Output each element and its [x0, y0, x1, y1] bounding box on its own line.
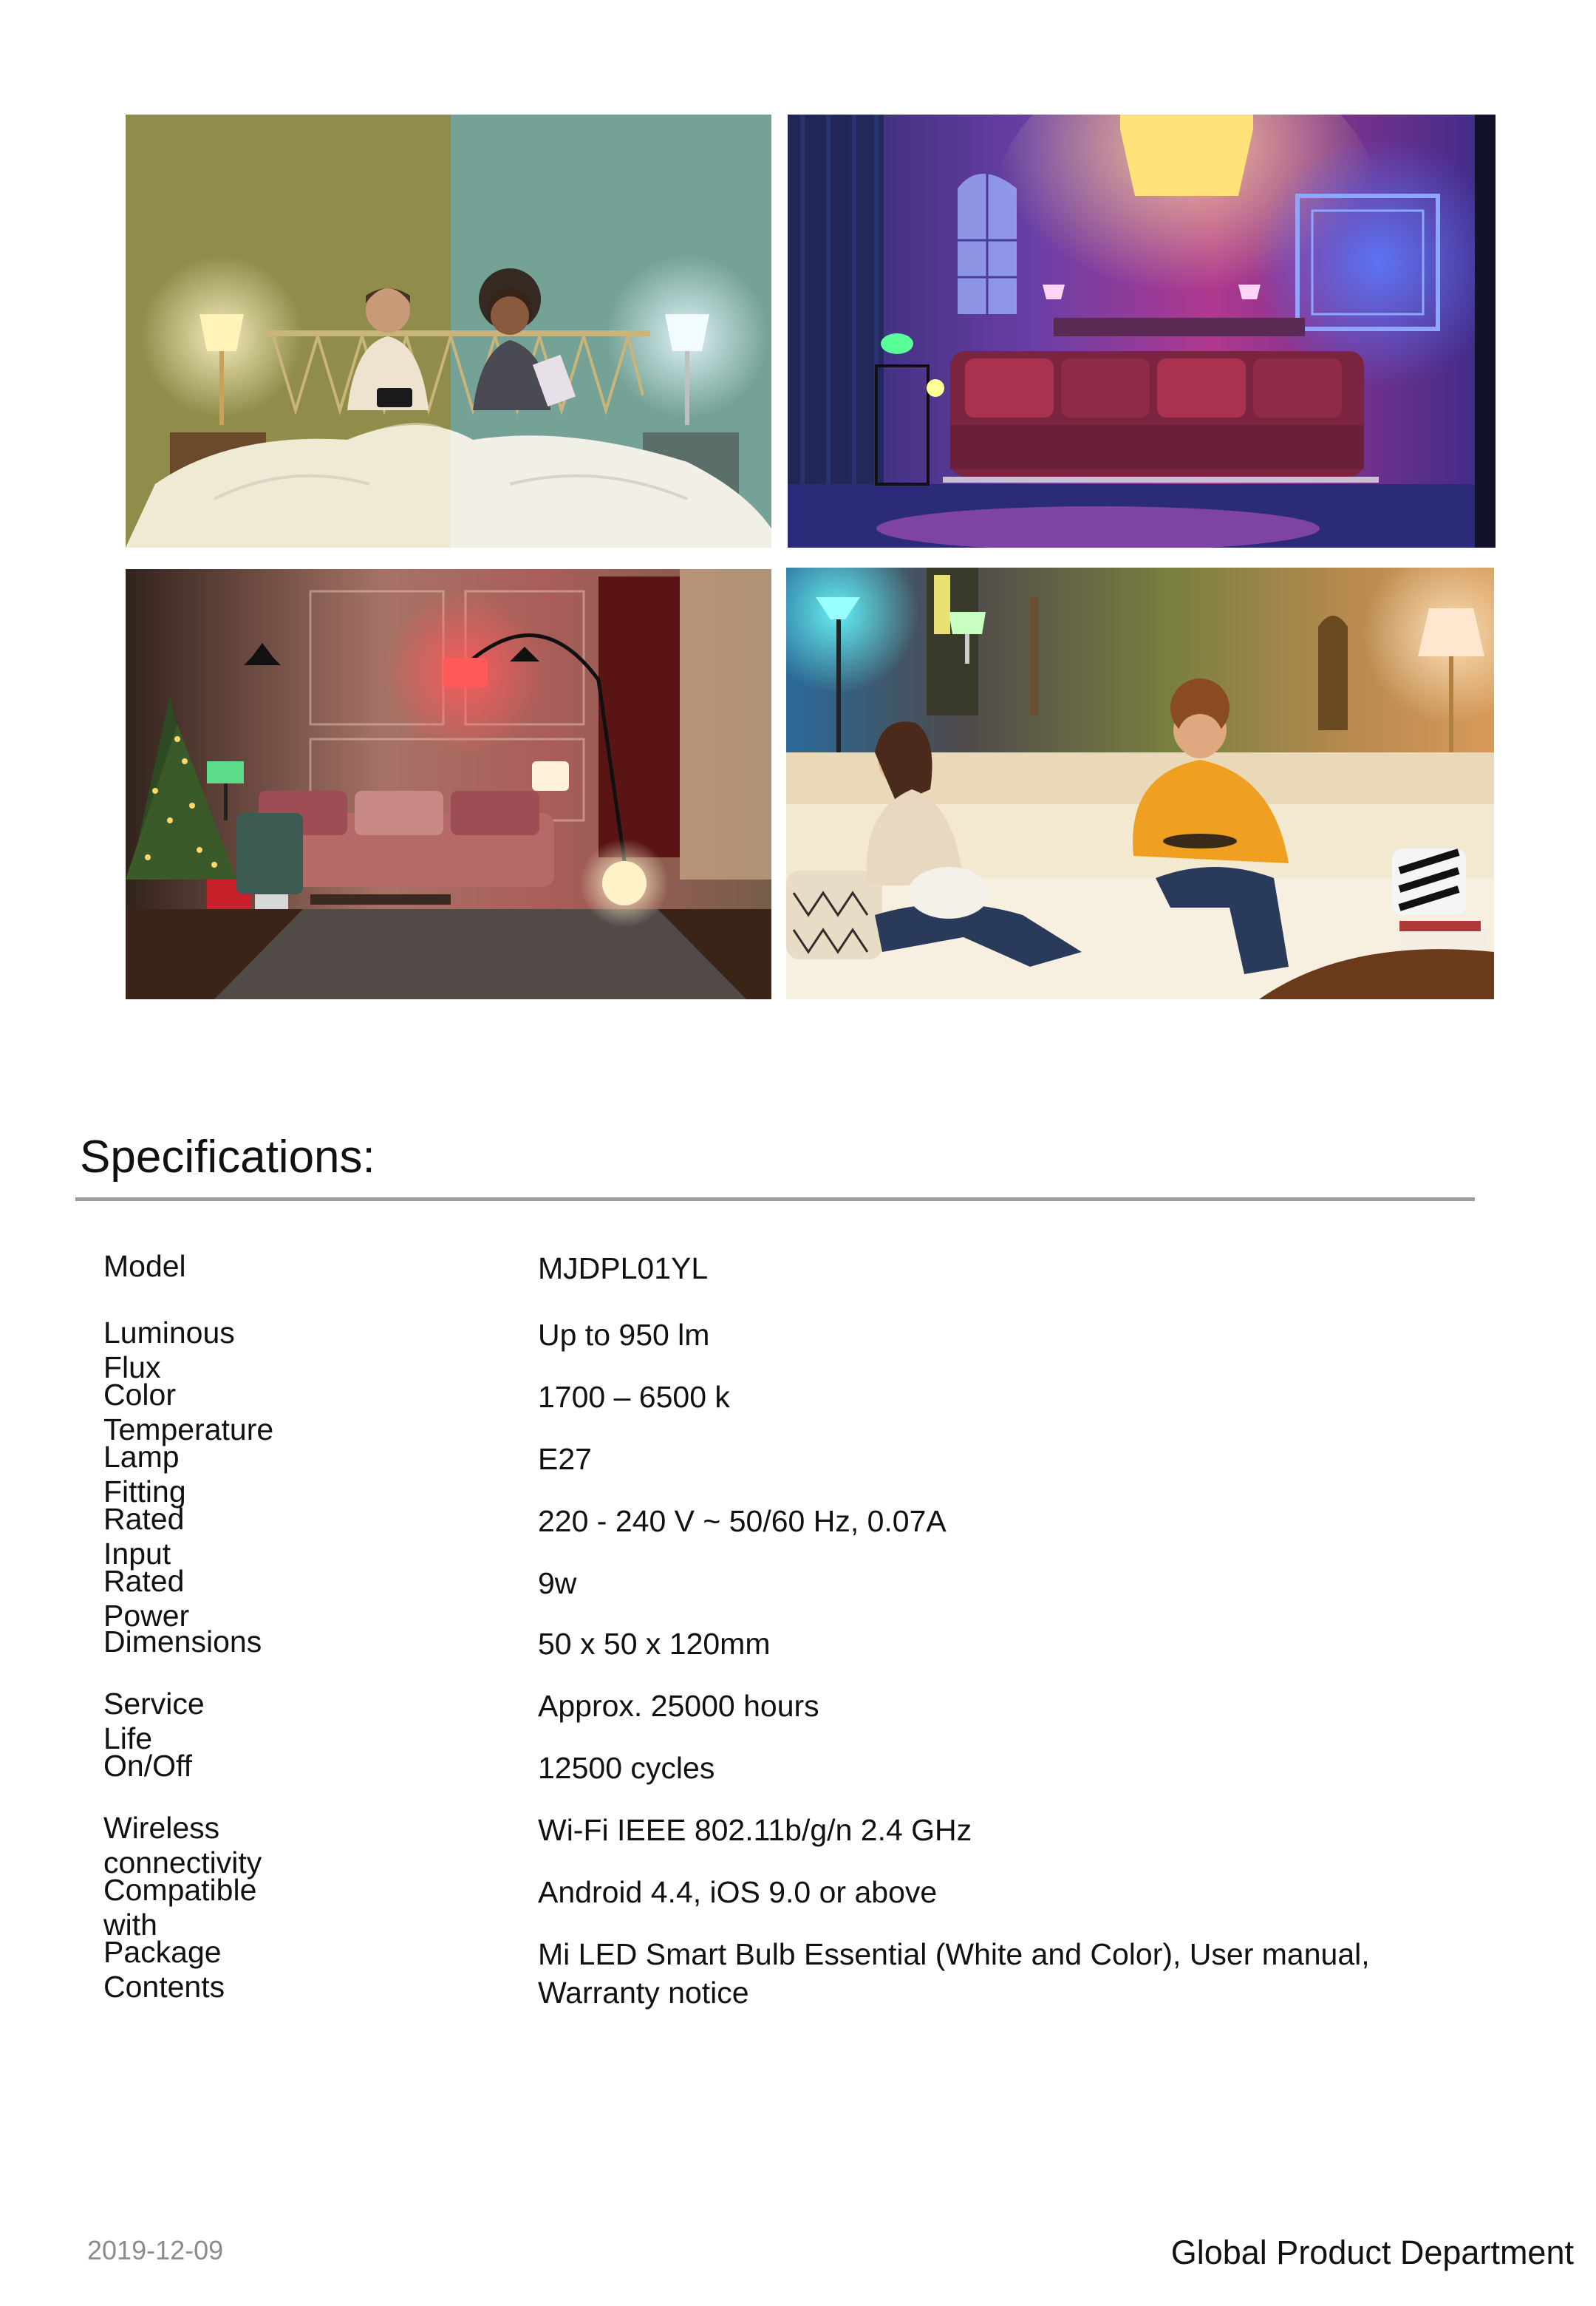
living-room-sofa-scene-image	[788, 115, 1496, 548]
bedroom-scene-image	[126, 115, 771, 548]
spec-value: Android 4.4, iOS 9.0 or above	[538, 1875, 938, 1909]
spec-label: On/Off	[103, 1749, 193, 1783]
spec-value: 220 - 240 V ~ 50/60 Hz, 0.07A	[538, 1504, 947, 1538]
christmas-living-room-scene-image	[126, 569, 771, 999]
spec-label: Dimensions	[103, 1625, 262, 1659]
spec-value: Mi LED Smart Bulb Essential (White and Color), User manual, Warranty notice	[538, 1937, 1370, 2010]
spec-value: 12500 cycles	[538, 1751, 715, 1785]
spec-value: Approx. 25000 hours	[538, 1689, 819, 1723]
spec-label: Luminous Flux	[103, 1316, 235, 1384]
spec-value: 9w	[538, 1566, 577, 1600]
footer-date: 2019-12-09	[87, 2235, 224, 2265]
spec-value: 1700 – 6500 k	[538, 1380, 730, 1414]
spec-value: Wi-Fi IEEE 802.11b/g/n 2.4 GHz	[538, 1813, 972, 1847]
heading-divider	[75, 1197, 1475, 1201]
spec-label: Model	[103, 1249, 186, 1283]
specifications-heading: Specifications:	[80, 1132, 375, 1183]
spec-value: E27	[538, 1442, 592, 1476]
spec-label: Lamp Fitting	[103, 1440, 186, 1509]
spec-label: Rated Input	[103, 1502, 185, 1571]
spec-label: Color Temperature	[103, 1378, 274, 1446]
spec-value: 50 x 50 x 120mm	[538, 1627, 771, 1661]
spec-label: Rated Power	[103, 1564, 190, 1633]
footer-department: Global Product Department	[1170, 2234, 1574, 2271]
spec-value: MJDPL01YL	[538, 1251, 709, 1285]
spec-label: Compatible with	[103, 1873, 257, 1942]
spec-label: Package Contents	[103, 1935, 225, 2004]
couple-on-sofa-scene-image	[786, 568, 1494, 999]
spec-label: Wireless connectivity	[103, 1811, 262, 1880]
spec-label: Service Life	[103, 1687, 205, 1755]
spec-value: Up to 950 lm	[538, 1318, 710, 1352]
